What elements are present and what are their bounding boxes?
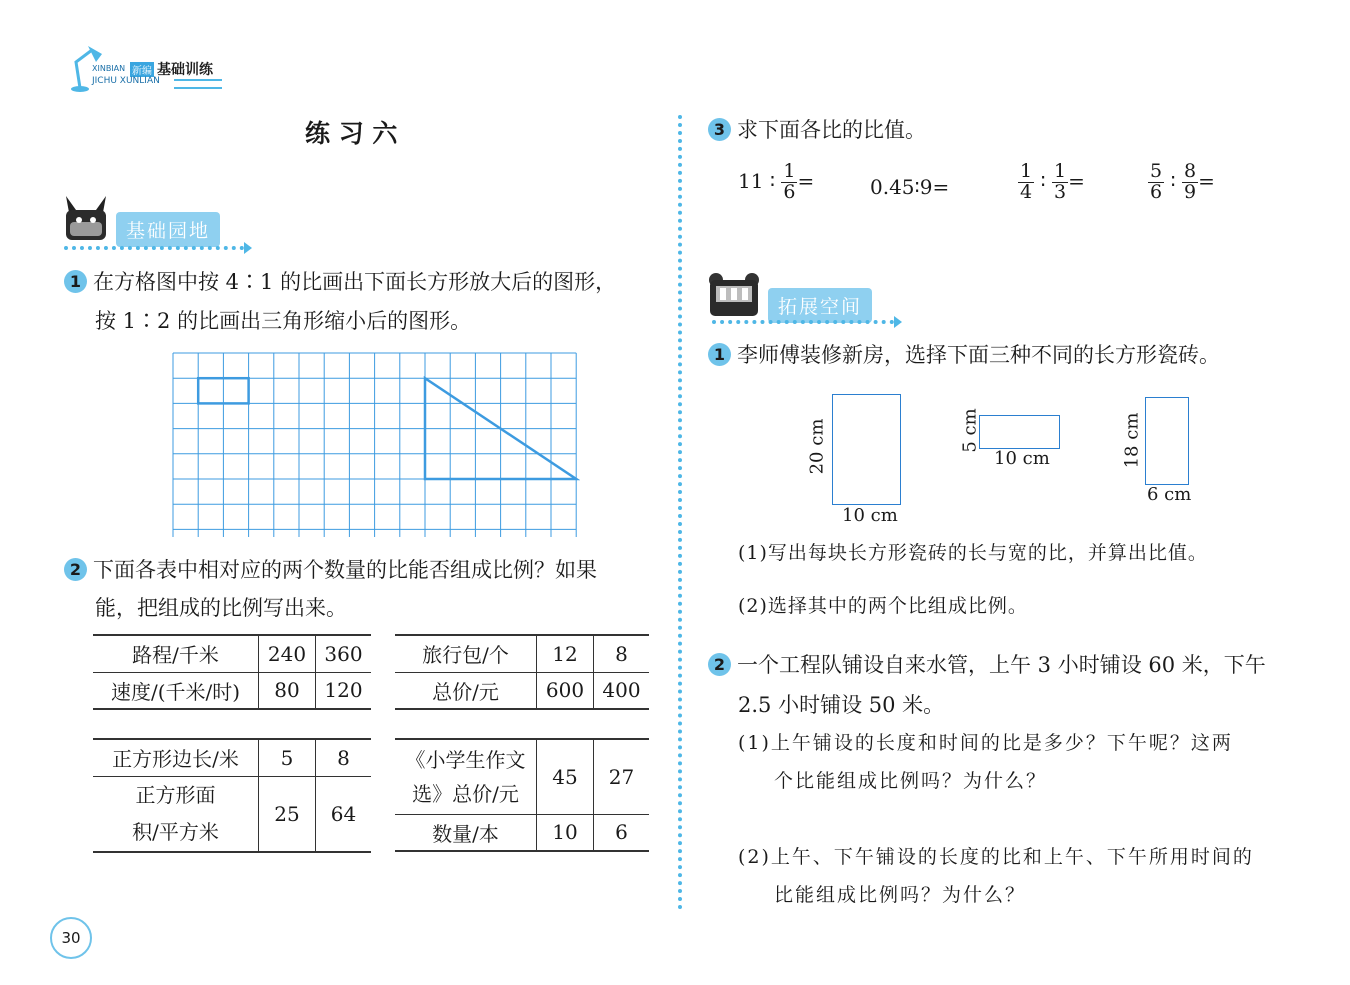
tile-2-width: 10 cm	[994, 448, 1050, 469]
table-cell: 总价/元	[395, 672, 537, 709]
logo-pinyin-top: XINBIAN	[92, 64, 126, 73]
fraction: $\frac{1}{6}$	[783, 160, 796, 203]
expr-sep: ∶	[1170, 168, 1176, 193]
table-cell: 25	[259, 776, 316, 852]
arrow-icon	[244, 242, 252, 254]
table-cell: 5	[259, 739, 316, 776]
logo-title: 基础训练	[157, 62, 213, 78]
e1-line	[708, 343, 1220, 366]
section-ext-label: 拓展空间	[768, 288, 872, 323]
tile-1-height: 20 cm	[806, 418, 828, 475]
q1-line1	[64, 270, 616, 293]
tile-1	[832, 394, 901, 505]
q1-number: 1	[64, 270, 87, 293]
ratio-expr-1	[738, 162, 814, 203]
section-header-ext	[706, 268, 906, 328]
e2-number: 2	[708, 653, 731, 676]
section-basic-label: 基础园地	[116, 212, 220, 247]
q3-number: 3	[708, 118, 731, 141]
q3-text: 求下面各比的比值。	[737, 118, 926, 142]
tile-1-width: 10 cm	[842, 505, 898, 526]
table-label-line: 选》总价/元	[412, 781, 519, 806]
table-label-line: 积/平方米	[132, 819, 219, 844]
expr-term: 11	[738, 168, 764, 193]
drawing-grid[interactable]	[172, 352, 580, 537]
arrow-icon	[894, 316, 902, 328]
q2-line2: 能，把组成的比例写出来。	[95, 596, 347, 620]
fraction: $\frac{1}{4}$	[1020, 160, 1033, 203]
table-cell: 600	[537, 672, 594, 709]
table-cell: 120	[316, 672, 372, 709]
section-header-basic	[62, 192, 252, 252]
ratio-expr-4	[1148, 162, 1215, 203]
robot-mascot-icon	[706, 272, 762, 318]
expr-eq: =	[1068, 168, 1085, 193]
table-bag-price	[395, 634, 649, 710]
q2-number: 2	[64, 558, 87, 581]
fraction: $\frac{8}{9}$	[1184, 160, 1197, 203]
bear-mascot-icon	[62, 192, 110, 244]
q3-line	[708, 118, 926, 141]
table-cell: 8	[316, 739, 372, 776]
table-label-line: 《小学生作文	[405, 747, 526, 772]
page-title: 练 习 六	[305, 119, 398, 148]
e2-part2-b: 比能组成比例吗？为什么？	[774, 884, 1027, 906]
e1-text: 李师傅装修新房，选择下面三种不同的长方形瓷砖。	[737, 343, 1220, 367]
q2-text-1: 下面各表中相对应的两个数量的比能否组成比例？如果	[93, 558, 597, 582]
table-cell: 数量/本	[395, 814, 537, 851]
table-cell: 240	[259, 635, 316, 672]
expr-sep: ∶	[1040, 168, 1046, 193]
q2-line1	[64, 558, 597, 581]
table-distance-speed	[93, 634, 371, 710]
ratio-expr-3	[1018, 162, 1085, 203]
table-cell: 路程/千米	[93, 635, 259, 672]
expr-eq: =	[797, 168, 815, 193]
section-ext-dots	[712, 320, 894, 324]
e1-part2: (2)选择其中的两个比组成比例。	[738, 595, 1028, 617]
expr-eq: =	[1198, 168, 1215, 193]
table-label-line: 正方形面	[135, 782, 216, 807]
tile-3	[1145, 397, 1189, 485]
table-cell: 12	[537, 635, 594, 672]
table-cell: 400	[594, 672, 650, 709]
e2-part1-a: (1)上午铺设的长度和时间的比是多少？下午呢？这两	[738, 732, 1233, 754]
table-cell: 80	[259, 672, 316, 709]
q1-line2: 按 1∶2 的比画出三角形缩小后的图形。	[95, 309, 472, 333]
e1-number: 1	[708, 343, 731, 366]
page-number: 30	[50, 917, 92, 959]
expr-sep: ∶	[769, 168, 776, 193]
table-cell: 45	[537, 739, 594, 814]
tile-3-width: 6 cm	[1147, 484, 1192, 505]
table-cell: 64	[316, 776, 372, 852]
table-cell	[395, 739, 537, 814]
e2-text-1: 一个工程队铺设自来水管，上午 3 小时铺设 60 米，下午	[737, 653, 1266, 677]
table-cell: 10	[537, 814, 594, 851]
section-basic-dots	[64, 246, 244, 250]
table-cell	[93, 776, 259, 852]
ratio-expr-2: 0.45∶9=	[870, 175, 950, 199]
e1-part1: (1)写出每块长方形瓷砖的长与宽的比，并算出比值。	[738, 542, 1208, 564]
e2-part1-b: 个比能组成比例吗？为什么？	[774, 770, 1048, 792]
header-logo	[70, 44, 230, 94]
table-square-area	[93, 738, 371, 853]
e2-part2-a: (2)上午、下午铺设的长度的比和上午、下午所用时间的	[738, 846, 1254, 868]
table-cell: 6	[594, 814, 650, 851]
q1-text-1: 在方格图中按 4∶1 的比画出下面长方形放大后的图形，	[93, 270, 617, 294]
tile-2-height: 5 cm	[959, 408, 981, 453]
fraction: $\frac{1}{3}$	[1054, 160, 1067, 203]
table-cell: 27	[594, 739, 650, 814]
table-cell: 旅行包/个	[395, 635, 537, 672]
tile-3-height: 18 cm	[1121, 412, 1143, 469]
table-cell: 正方形边长/米	[93, 739, 259, 776]
logo-badge: 新编	[130, 62, 154, 77]
logo-stripes	[174, 79, 222, 89]
page-divider	[678, 115, 682, 910]
table-cell: 速度/(千米/时)	[93, 672, 259, 709]
table-book-price	[395, 738, 649, 852]
table-cell: 8	[594, 635, 650, 672]
e2-line1	[708, 653, 1266, 676]
tile-2	[979, 415, 1060, 449]
table-cell: 360	[316, 635, 372, 672]
e2-line2: 2.5 小时铺设 50 米。	[738, 693, 945, 717]
fraction: $\frac{5}{6}$	[1150, 160, 1163, 203]
logo-pinyin-bottom: JICHU XUNLIAN	[92, 76, 160, 86]
